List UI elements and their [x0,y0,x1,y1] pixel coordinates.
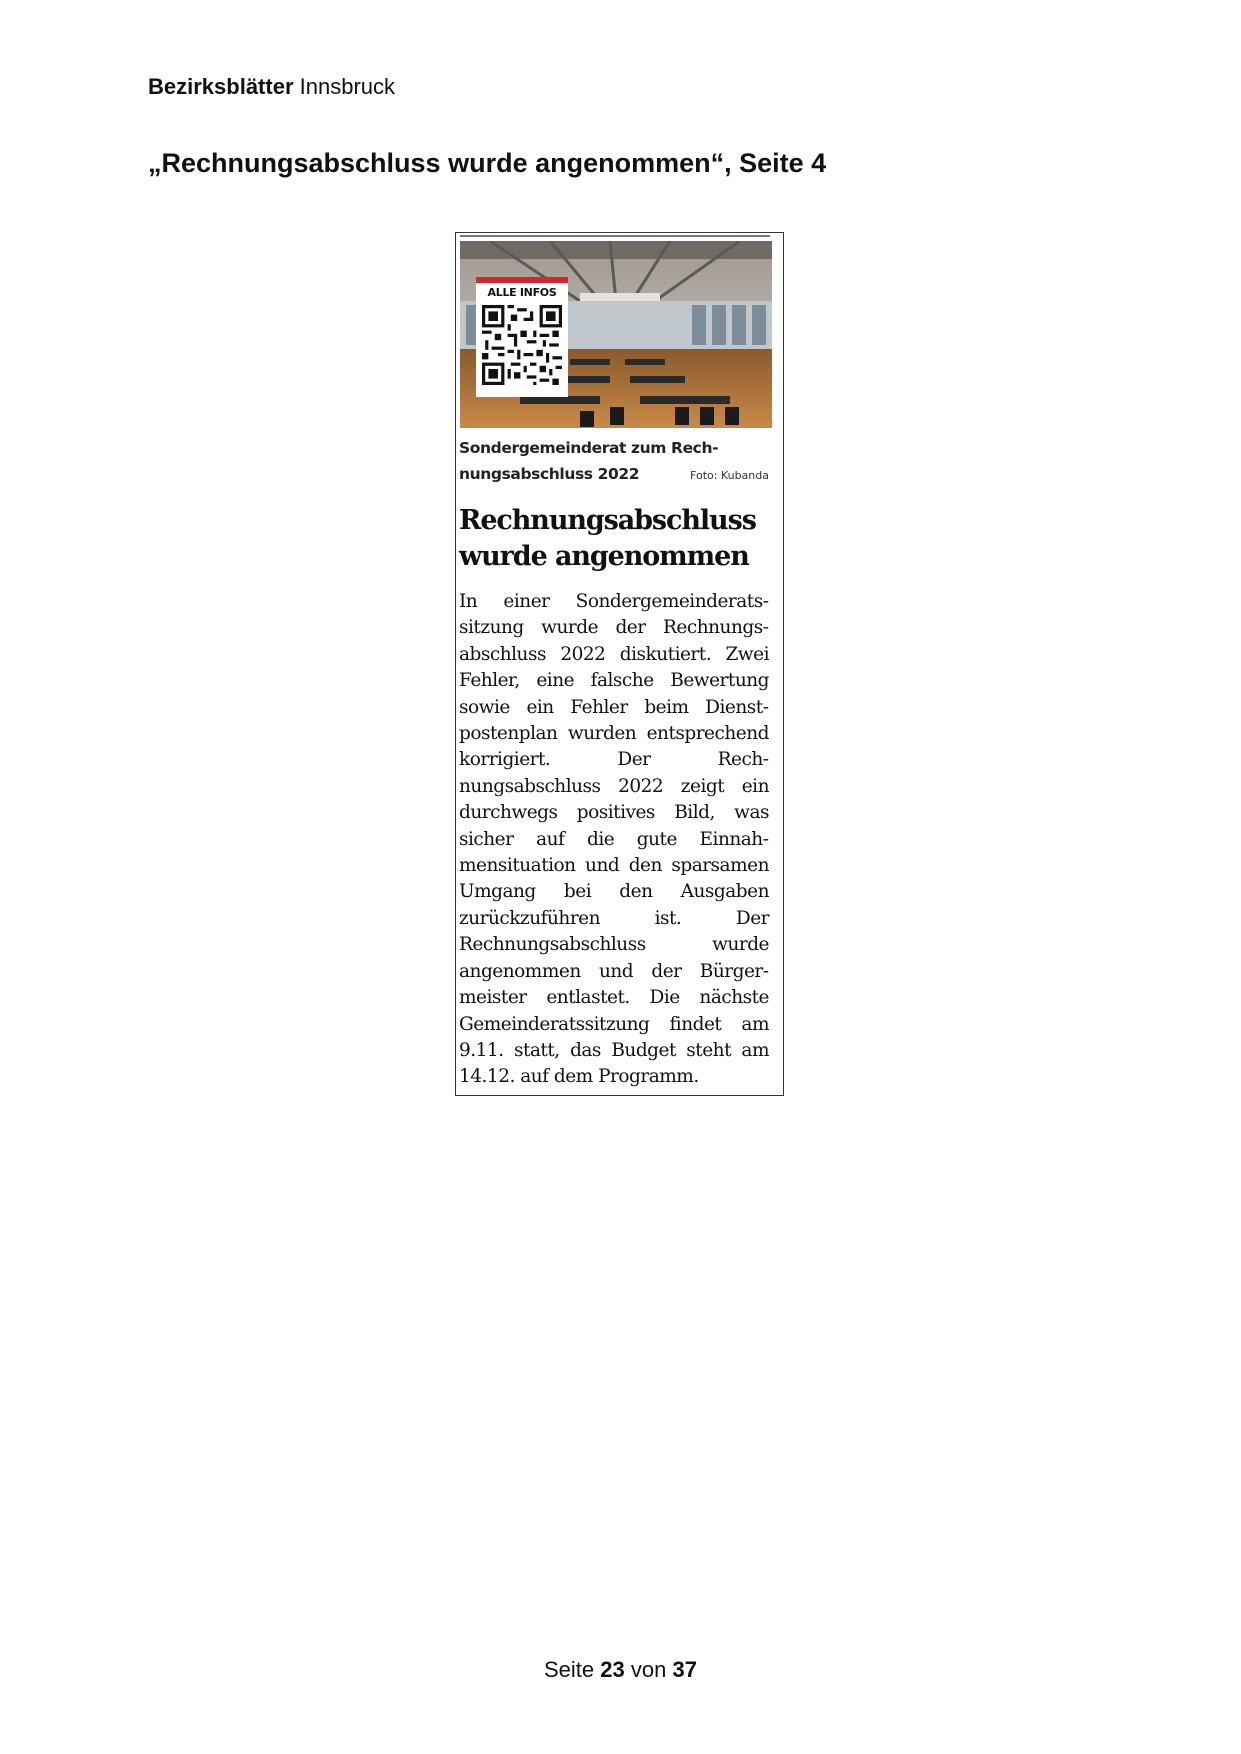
caption-line-2: nungsabschluss 2022 [459,465,640,483]
document-title: „Rechnungsabschluss wurde angenommen“, Seite 4 [148,148,827,178]
clipping-top-rule [460,235,770,237]
qr-red-bar [476,277,568,283]
photo-credit: Foto: Kubanda [690,469,769,482]
qr-code-icon[interactable] [482,305,562,385]
page-footer [0,1657,1241,1683]
caption-line-1: Sondergemeinderat zum Rech- [459,439,719,457]
article-photo [460,241,772,428]
publication-region: Innsbruck [299,74,396,99]
newspaper-clipping [455,232,784,1096]
footer-prefix: Seite [544,1657,595,1682]
footer-page-number: 23 [600,1657,625,1682]
qr-label: ALLE INFOS [487,286,557,299]
article-headline: Rechnungsabschluss wurde angenommen [459,505,756,572]
footer-total-pages: 37 [672,1657,697,1682]
footer-separator: von [630,1657,667,1682]
qr-badge[interactable] [476,277,568,397]
article-body: In einer Sondergemeinderatssitzung wurde der Rechnungsabschluss 2022 diskutiert. Zwei Fehler, eine falsche Bewertung sowie ein Fehler beim Dienstpostenplan wurden entsprechend korrigiert. Der Rechnungsabschluss 2022 zeigt ein durchwegs positives Bild, was sicher auf die gute Einnahmensituation und den sparsamen Umgang bei den Ausgaben zurückzuführen ist. Der Rechnungsabschluss wurde angenommen und der Bürgermeister entlastet. Die nächste Gemeinderatssitzung findet am 9.11. statt, das Budget steht am 14.12. auf dem Programm. [459,591,769,1088]
publication-source [148,74,395,100]
publication-name: Bezirksblätter [148,74,294,99]
